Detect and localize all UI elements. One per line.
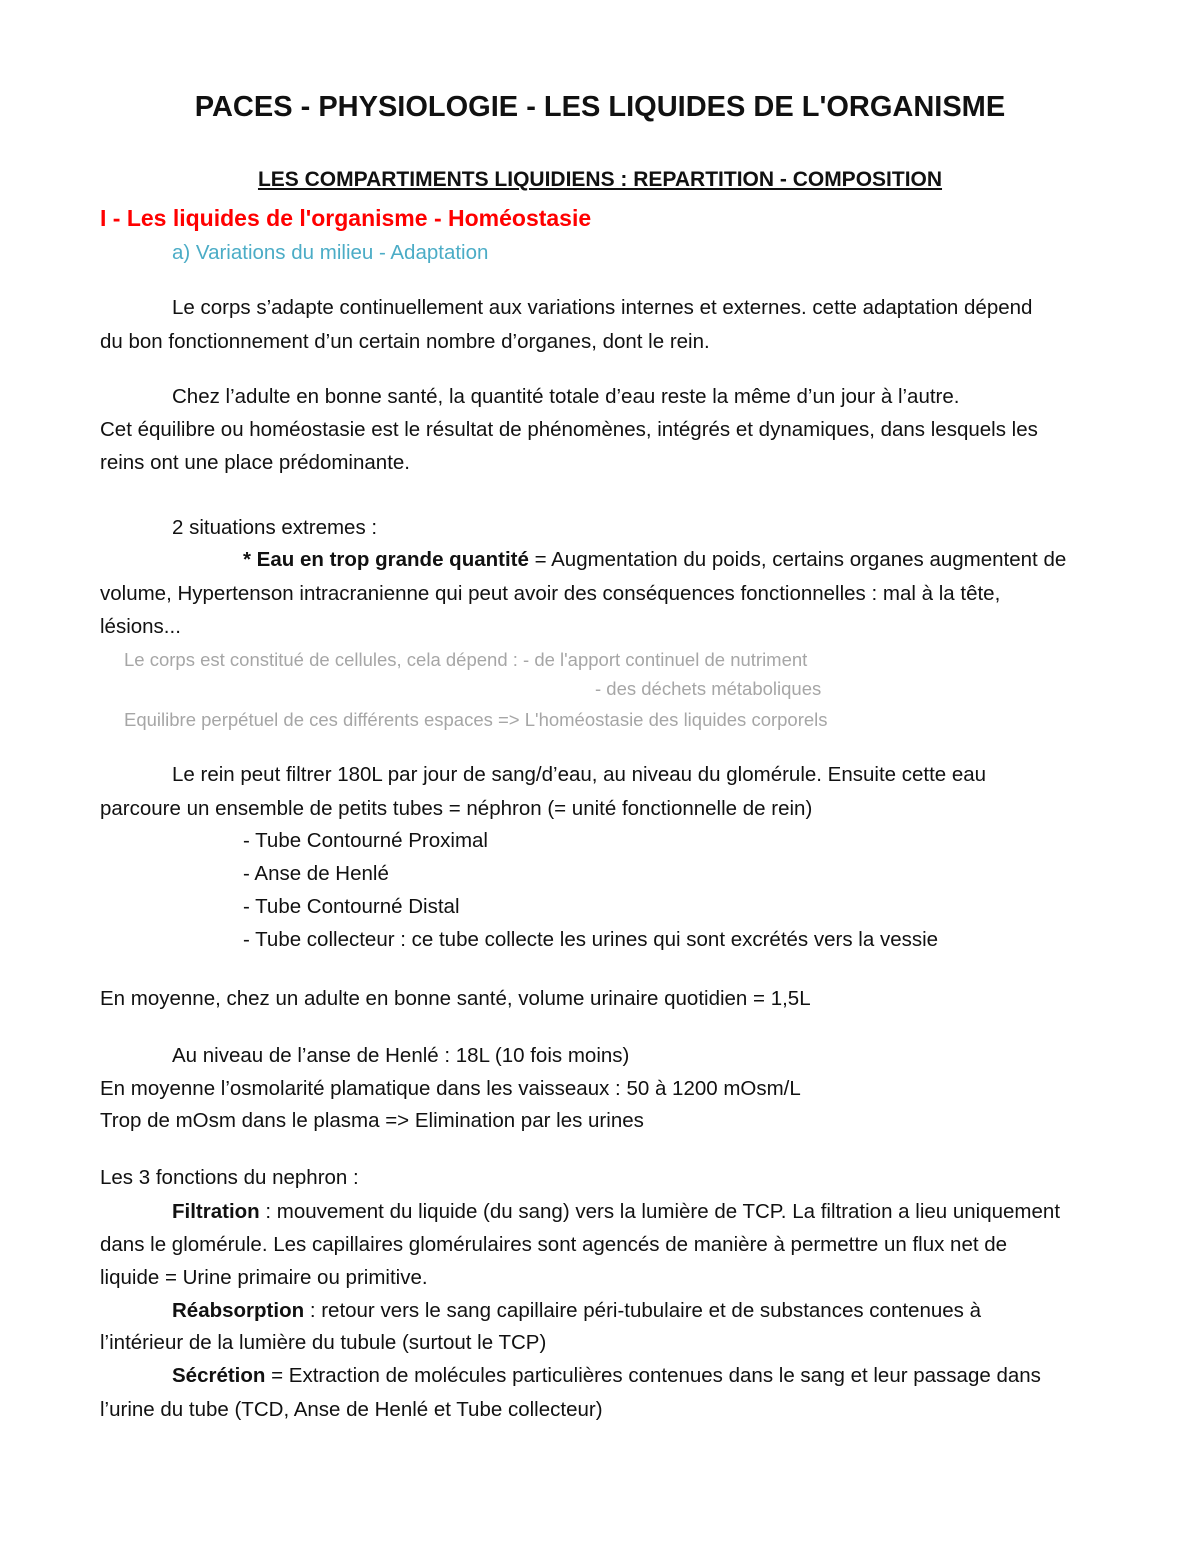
list-item: - Tube Contourné Distal <box>243 895 460 918</box>
paragraph-line: volume, Hypertenson intracranienne qui peut avoir des conséquences fonctionnelles : mal à la tête, <box>100 582 1001 605</box>
function-line <box>172 1198 1060 1226</box>
function-text: : mouvement du liquide (du sang) vers la lumière de TCP. La filtration a lieu uniquement <box>259 1200 1061 1223</box>
list-item: - Tube collecteur : ce tube collecte les urines qui sont excrétés vers la vessie <box>243 928 939 951</box>
page-title: PACES - PHYSIOLOGIE - LES LIQUIDES DE L'ORGANISME <box>194 91 1006 123</box>
paragraph-line: Les 3 fonctions du nephron : <box>100 1166 359 1189</box>
function-term: Réabsorption <box>172 1299 305 1322</box>
paragraph-line: Cet équilibre ou homéostasie est le résultat de phénomènes, intégrés et dynamiques, dans lesquels les <box>100 418 1038 441</box>
paragraph-line: Le rein peut filtrer 180L par jour de sang/d’eau, au niveau du glomérule. Ensuite cette eau <box>172 763 987 786</box>
paragraph-line: liquide = Urine primaire ou primitive. <box>100 1266 428 1289</box>
paragraph-line: l’intérieur de la lumière du tubule (surtout le TCP) <box>100 1331 547 1354</box>
paragraph-line: En moyenne, chez un adulte en bonne santé, volume urinaire quotidien = 1,5L <box>100 987 811 1010</box>
paragraph-line: l’urine du tube (TCD, Anse de Henlé et Tube collecteur) <box>100 1398 603 1421</box>
subsection-heading: a) Variations du milieu - Adaptation <box>172 241 489 264</box>
section-heading: I - Les liquides de l'organisme - Homéostasie <box>100 205 592 231</box>
function-line <box>172 1362 1041 1390</box>
function-line <box>172 1297 981 1325</box>
paragraph-line: Le corps s’adapte continuellement aux variations internes et externes. cette adaptation dépend <box>172 296 1033 319</box>
function-text: = Extraction de molécules particulières contenues dans le sang et leur passage dans <box>265 1364 1041 1387</box>
situation-line <box>243 546 1066 574</box>
function-text: : retour vers le sang capillaire péri-tubulaire et de substances contenues à <box>304 1299 982 1322</box>
paragraph-line: Au niveau de l’anse de Henlé : 18L (10 fois moins) <box>172 1044 630 1067</box>
list-item: - Anse de Henlé <box>243 862 389 885</box>
paragraph-line: du bon fonctionnement d’un certain nombre d’organes, dont le rein. <box>100 330 710 353</box>
paragraph-line: En moyenne l’osmolarité plamatique dans les vaisseaux : 50 à 1200 mOsm/L <box>100 1077 801 1100</box>
paragraph-line: parcoure un ensemble de petits tubes = néphron (= unité fonctionnelle de rein) <box>100 797 813 820</box>
paragraph-line: lésions... <box>100 615 181 638</box>
paragraph-line: reins ont une place prédominante. <box>100 451 410 474</box>
note-line: Le corps est constitué de cellules, cela dépend : - de l'apport continuel de nutriment <box>124 649 808 670</box>
situation-text: = Augmentation du poids, certains organes augmentent de <box>528 548 1067 571</box>
paragraph-line: Trop de mOsm dans le plasma => Elimination par les urines <box>100 1109 644 1132</box>
page-subtitle: LES COMPARTIMENTS LIQUIDIENS : REPARTITION - COMPOSITION <box>257 168 943 191</box>
list-item: - Tube Contourné Proximal <box>243 829 488 852</box>
note-line: - des déchets métaboliques <box>595 678 822 699</box>
function-term: Filtration <box>172 1200 260 1223</box>
note-line: Equilibre perpétuel de ces différents espaces => L'homéostasie des liquides corporels <box>124 709 828 730</box>
paragraph-line: Chez l’adulte en bonne santé, la quantité totale d’eau reste la même d’un jour à l’autre. <box>172 385 960 408</box>
function-term: Sécrétion <box>172 1364 266 1387</box>
paragraph-line: dans le glomérule. Les capillaires glomérulaires sont agencés de manière à permettre un flux net de <box>100 1233 1008 1256</box>
situation-bold: * Eau en trop grande quantité <box>243 548 529 571</box>
paragraph-line: 2 situations extremes : <box>172 516 378 539</box>
